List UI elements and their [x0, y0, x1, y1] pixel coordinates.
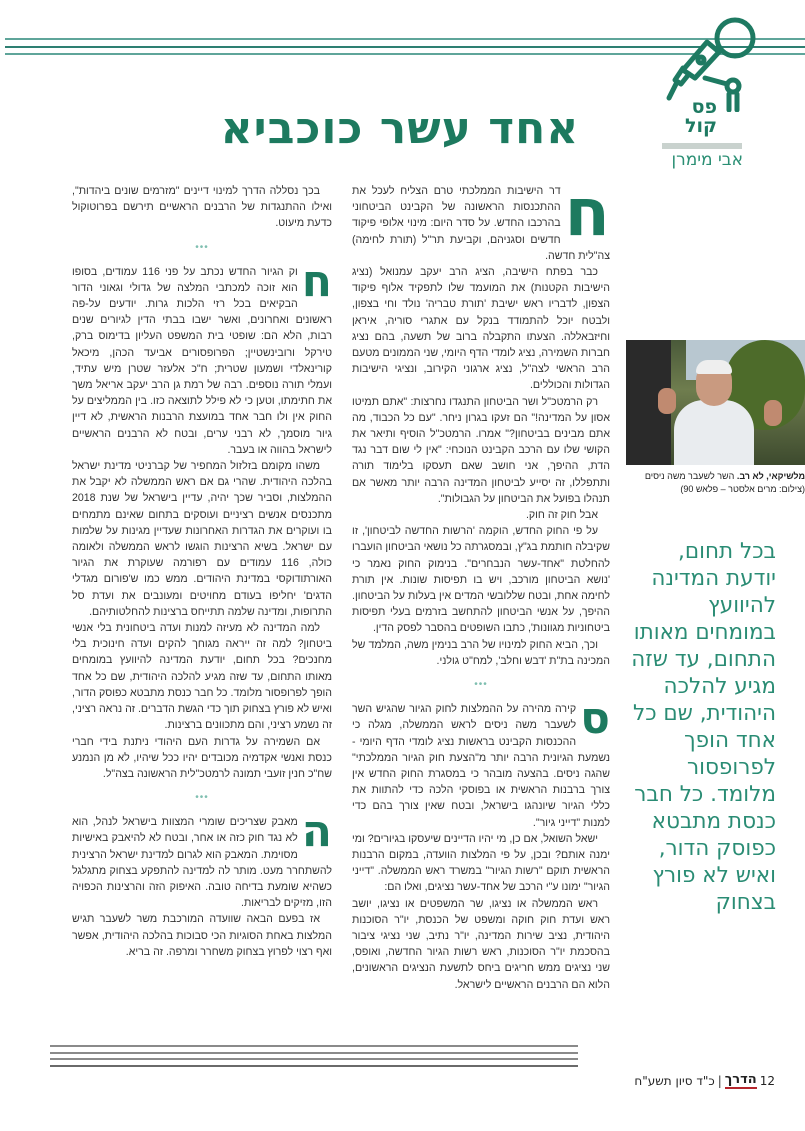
footer-rules	[50, 1045, 578, 1069]
paragraph: אם השמירה על גדרות העם היהודי ניתנת בידי חברי כנסת ואנשי אקדמיה מכובדים יהיו ככל שיהיו, לא מן הנמנע שח"כ חנין זועבי תמונה לרמטכ"לית הראשונה בצה"ל.	[72, 735, 332, 780]
page-number: 12	[759, 1074, 775, 1088]
drop-cap: ח	[301, 255, 332, 307]
paragraph: ראש הממשלה או נציגו, שר המשפטים או נציגו, יושב ראש ועדת חוק חוקה ומשפט של הכנסת, יו"ר הסוכנות היהודית, נציב שירות המדינה, יו"ר נתיב, שני נציגי ציבור בהסכמת יו"ר הסוכנות, ראש רשות הגיור החדשה, ואופס, שני נציגים ממש חריגים ביחס לתשעת הנציגים הראשונים, הלוא הם הרבנים הראשיים לישראל.	[352, 897, 610, 991]
caption-title: מלשיקאי, לא רב.	[736, 471, 805, 481]
author-name: אבי מימרן	[671, 150, 743, 170]
section-logo	[655, 12, 765, 152]
section-separator: •••	[474, 679, 488, 691]
pull-quote: בכל תחום, יודעת המדינה להיוועץ במומחים מאותו התחום, עד שזה מגיע להלכה היהודית, שם כל אחד הופך לפרופסור מלומד. כל חבר כנסת מתבטא כפוסק הדור, ואיש לא פורץ בצחוק	[631, 539, 776, 915]
drop-cap: ה	[301, 806, 332, 858]
article-photo	[626, 340, 805, 465]
section-logo-label: פס קול	[684, 96, 717, 137]
paragraph: רק הרמטכ"ל ושר הביטחון התנגדו נחרצות: "אתם תמיטו אסון על המדינה!" הם זעקו בגרון ניחר. "עם כל הכבוד, מה אתם מבינים בביטחון?" אמרו. הרמטכ"ל הוסיף ותיאר את הקושי שלו עם הרכב הקבינט הנוכחי: "אין לי שום דבר נגד הדת, ההיפך, אני חושב שאם תעסקו בלימוד תורה ותתפללו, זה יסייע לביטחון המדינה הרבה יותר מאשר אם תנהלו בפועל את הביטחון על הגבולות".	[352, 395, 610, 505]
issue-date: כ"ד סיון תשע"ח	[634, 1074, 715, 1088]
caption-text: השר לשעבר משה ניסים (צילום: מרים אלסטר – פלאש 90)	[644, 471, 805, 494]
paragraph: ח דר הישיבות הממלכתי טרם הצליח לעכל את ההתכנסות הראשונה של הקבינט הביטחוני בהרכבו החדש. על סדר היום: מינוי אלופי פיקוד חדשים וסגניהם, וקביעת תר"ל (תורת לחימה) צה"לית חדשה.	[352, 174, 610, 262]
section-separator: •••	[195, 792, 209, 804]
paragraph: אבל חוק זה חוק.	[525, 509, 598, 522]
article-headline: אחד עשר כוכביא	[220, 103, 580, 154]
paragraph: ישאל השואל, אם כן, מי יהיו הדיינים שיעסקו בגיורים? ומי ימנה אותם? ובכן, על פי המלצות הוועדה, במקום הרבנות הראשית תוקם "רשות הגיור" במשרד ראש הממשלה. "דייני הגיור" ימונו ע"י הרכב של אחד-עשר נציגים, ואלו הם:	[351, 832, 610, 894]
logo-divider	[662, 143, 742, 149]
paragraph: וכך, הביא החוק למינויו של הרב בנימין משה, המלמד של המכינה בת"ת 'דבש וחלב', למח"ט גולני.	[352, 638, 610, 667]
photo-caption	[626, 470, 805, 496]
paragraph: על פי החוק החדש, הוקמה 'הרשות החדשה לביטחון', זו שקיבלה חותמת בג"ץ, ובמסגרתה כל נושאי הביטחון הועברו להחלטת "אחד-עשר הנבחרים". בנימוק החוק נאמר כי 'נושא הביטחון מורכב, ויש בו תפיסות שונות. אין תורת לחימה אחת, ובטח שללובשי המדים אין בעלות על הביטחון. ההיפך, על אנשי הביטחון להתחשב בזרמים בעלי תפיסות ביטחוניות מגוונות', כתבו השופטים בהסבר לפסק הדין.	[352, 525, 610, 635]
paragraph: אז בפעם הבאה שוועדה המורכבת משר לשעבר תגיש המלצות באחת הסוגיות הכי סבוכות בהלכה היהודית, אפשר ואף רצוי לפרוץ בצחוק משחרר ומרפה. זה בריא.	[72, 913, 332, 958]
article-column-left	[72, 183, 332, 960]
paragraph: בכך נסללה הדרך למינוי דיינים "מזרמים שונים ביהדות", ואילו ההתנגדות של הרבנים הראשיים תירשם בפרוטוקול כדעת מיעוט.	[72, 185, 332, 230]
publication-logo: הדרך	[724, 1072, 757, 1087]
footer-divider: |	[717, 1074, 722, 1088]
article-column-right	[351, 174, 610, 993]
paragraph: ס קירה מהירה על ההמלצות לחוק הגיור שהגיש השר לשעבר משה ניסים לראש הממשלה, מגלה כי ההכנסות הקבינט בראשות נציג לומדי הדף היומי - נשמעת הגיונית הרבה יותר מ"הצעת חוק הגיור הממלכתי" שהגה ניסים. בהצעה מובהר כי במסגרת החוק החדש אין צורך ברבנות הראשית או בפוסקי הלכה כדי להתוות את כללי הגיור שיונהגו בישראל, ובטח שאין צורך בהם כדי למנות "דייני גיור".	[352, 693, 610, 829]
drop-cap: ס	[580, 693, 610, 745]
drop-cap: ח	[564, 174, 610, 251]
page-footer	[585, 1073, 775, 1089]
paragraph: כבר בפתח הישיבה, הציג הרב יעקב עמנואל (נציג הישיבות הקטנות) את המועמד שלו לתפקיד אלוף פיקוד הצפון, לדבריו ראש ישיבת 'תורת טבריה' נולד וחי בצפון, ולבטח יוכל להתמודד בנקל עם אתגרי סוריה, איראן וחיזבאללה. הצעתו התקבלה ברוב של תשעה, בהם נציג חברות השמירה, נציג לומדי הדף היומי, שני הממונים מטעם הרב הראשי לצה"ל, נציג ארגוני הקירוב, ונציגי הישיבות הגדולות והכוללים.	[352, 266, 610, 392]
paragraph: משהו מקומם בזלזול המחפיר של קברניטי מדינת ישראל בהלכה היהודית. שהרי גם אם ראש הממשלה לא יקבל את ההמלצות, וסביר שכך יהיה, עדיין בישראל של שנת 2018 מתכנסים אנשים רציניים ועוסקים בתחום שאינם מתמחים בו ועוקרים את הגדרות האחרונות שעדיין מגינות על שלמות עם ישראל. בשיא הרצינות הוגשו לראש הממשלה ולאומה כולה, 116 עמודים עם רפורמה שעוקרת את הגיור האורתודוקסי במדינת היהודים. ממש כמו ש'פורום מגדלי הדגים' יחליפו בעודם מחויטים ומעונבים את ועדת סל התרופות, ומדינה שלמה תתייחס ברצינות להחלטותיהם.	[72, 460, 332, 618]
paragraph: ה מאבק שצריכים שומרי המצוות בישראל לנהל, הוא לא נגד חוק כזה או אחר, ובטח לא להיאבק באישיות מסוימת. המאבק הוא לגרום למדינת ישראל הרצינית להשתחרר מעט. מותר לה למדינה להתפקע בצחוק מתגלגל כשהיא שומעת בדיחה טובה. האיפוק הזה והרצינות הכפויה הזו, מזיקים לבריאות.	[72, 806, 332, 910]
paragraph: למה המדינה לא מעיזה למנות ועדה ביטחונית בלי אנשי ביטחון? למה זה ייראה מגוחך להקים ועדה חינוכית בלי מחנכים? בכל תחום, יודעת המדינה להיוועץ במומחים מאותו התחום, עד שזה מגיע להלכה היהודית, שם כל אחד הופך לפרופסור מלומד. כל חבר כנסת מתבטא כפוסק הדור, ואיש לא פורץ בצחוק תוך כדי הגשת הדברים. זה נראה רציני, זה נשמע רציני, והם מתכוונים ברצינות.	[72, 622, 332, 732]
paragraph: ח וק הגיור החדש נכתב על פני 116 עמודים, בסופו הוא זוכה למכתבי המלצה של גדולי וגאוני הדור הבקיאים בכל רזי הלכות גרות. יודעים על-פה ראשונים ואחרונים, ואשר ישבו בבתי הדין לגיורים שנים רבות, הלא הם: שופטי בית המשפט העליון בדימוס ברק, טירקל ורובינשטיין; הפרופסורים אביעד הכהן, מיכאל קורינאלדי ושמעון שטרית; ח"כ אלעזר שטרן מיש עתיד, ועמלי תורה נוספים. רבה של רמת גן הרב יעקב אריאל משך את חתימתו, וטען כי לא פילל לתוצאה כזו. בין הממליצים על החוק אין ולו חבר אחד במועצת הרבנות הראשית, לא דיין גיור מוסמך, לא רבני ערים, ובטח לא הרבנים הראשיים לישראל בהווה או בעבר.	[72, 255, 332, 456]
section-separator: •••	[195, 241, 209, 253]
